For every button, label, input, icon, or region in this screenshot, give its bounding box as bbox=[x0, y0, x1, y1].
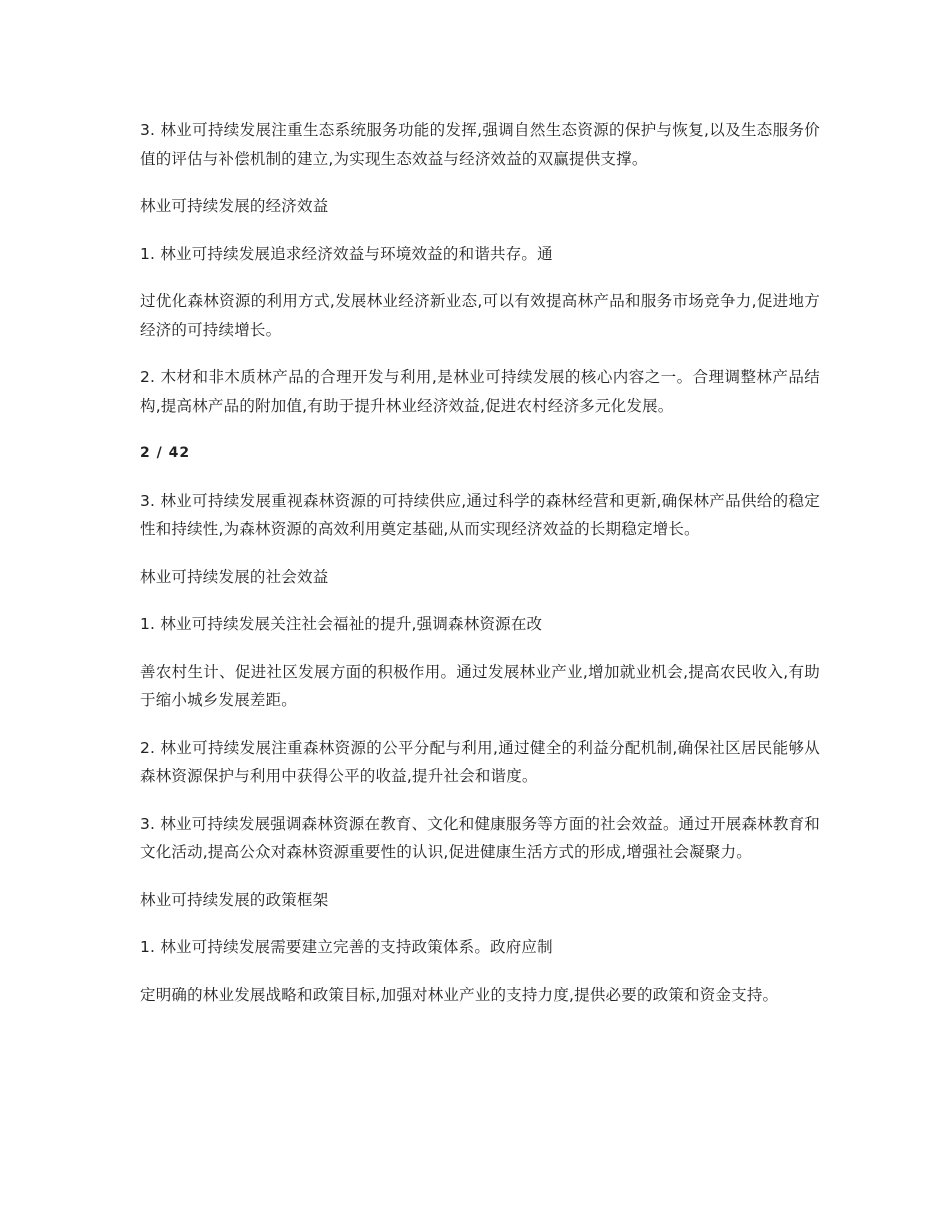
page-number: 2 / 42 bbox=[140, 445, 191, 461]
paragraph-ecology-3: 3. 林业可持续发展注重生态系统服务功能的发挥,强调自然生态资源的保护与恢复,以及生态服务价值的评估与补偿机制的建立,为实现生态效益与经济效益的双赢提供支撑。 bbox=[140, 121, 820, 168]
paragraph-policy-1-start: 1. 林业可持续发展需要建立完善的支持政策体系。政府应制 bbox=[140, 938, 553, 956]
document-page bbox=[140, 116, 820, 1028]
paragraph-economic-1-cont: 过优化森林资源的利用方式,发展林业经济新业态,可以有效提高林产品和服务市场竞争力,促进地方经济的可持续增长。 bbox=[140, 292, 820, 339]
paragraph-social-3: 3. 林业可持续发展强调森林资源在教育、文化和健康服务等方面的社会效益。通过开展森林教育和文化活动,提高公众对森林资源重要性的认识,促进健康生活方式的形成,增强社会凝聚力。 bbox=[140, 814, 820, 861]
section-heading-social-benefits: 林业可持续发展的社会效益 bbox=[140, 567, 329, 586]
section-heading-economic-benefits: 林业可持续发展的经济效益 bbox=[140, 197, 329, 215]
paragraph-social-1-start: 1. 林业可持续发展关注社会福祉的提升,强调森林资源在改 bbox=[140, 615, 543, 633]
paragraph-economic-1-start: 1. 林业可持续发展追求经济效益与环境效益的和谐共存。通 bbox=[140, 244, 553, 263]
section-heading-policy-framework: 林业可持续发展的政策框架 bbox=[140, 890, 329, 909]
paragraph-policy-1-cont: 定明确的林业发展战略和政策目标,加强对林业产业的支持力度,提供必要的政策和资金支持。 bbox=[140, 985, 779, 1004]
paragraph-economic-2: 2. 木材和非木质林产品的合理开发与利用,是林业可持续发展的核心内容之一。合理调整林产品结构,提高林产品的附加值,有助于提升林业经济效益,促进农村经济多元化发展。 bbox=[140, 368, 820, 415]
paragraph-social-1-cont: 善农村生计、促进社区发展方面的积极作用。通过发展林业产业,增加就业机会,提高农民收入,有助于缩小城乡发展差距。 bbox=[140, 662, 820, 709]
paragraph-social-2: 2. 林业可持续发展注重森林资源的公平分配与利用,通过健全的利益分配机制,确保社区居民能够从森林资源保护与利用中获得公平的收益,提升社会和谐度。 bbox=[140, 738, 820, 785]
paragraph-economic-3: 3. 林业可持续发展重视森林资源的可持续供应,通过科学的森林经营和更新,确保林产品供给的稳定性和持续性,为森林资源的高效利用奠定基础,从而实现经济效益的长期稳定增长。 bbox=[140, 491, 820, 538]
